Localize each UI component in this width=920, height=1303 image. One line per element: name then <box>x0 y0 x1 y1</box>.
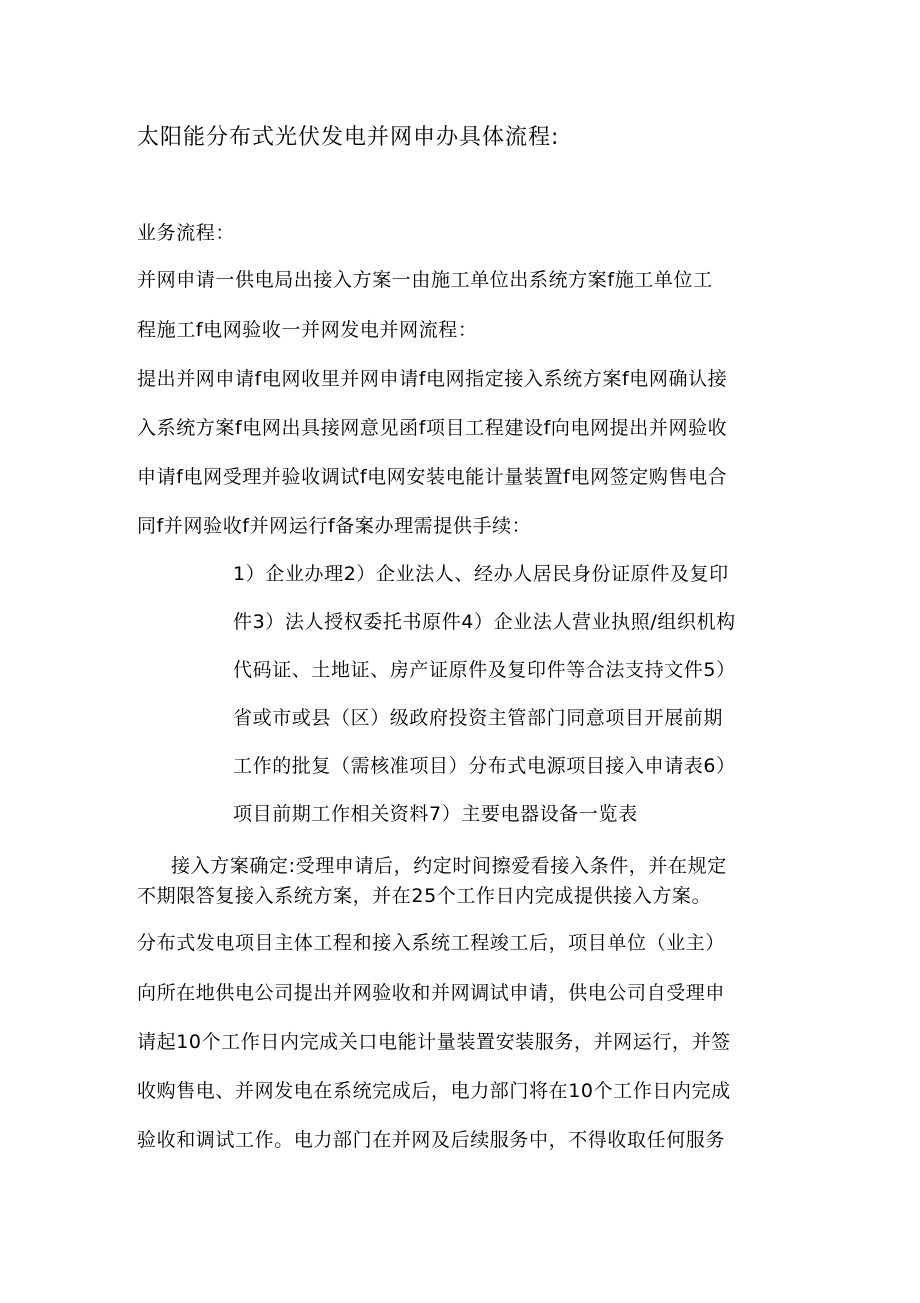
requirement-line: 工作的批复（需核准项目）分布式电源项目接入申请表6） <box>233 755 736 777</box>
completion-line: 分布式发电项目主体工程和接入系统工程竣工后，项目单位（业主） <box>137 932 726 954</box>
document-title: 太阳能分布式光伏发电并网申办具体流程: <box>137 125 560 150</box>
flow-line: 入系统方案f电网出具接网意见函f项目工程建设f向电网提出并网验收 <box>137 417 728 439</box>
section-label: 业务流程： <box>137 222 236 244</box>
completion-line: 收购售电、并网发电在系统完成后，电力部门将在10个工作日内完成 <box>137 1080 731 1102</box>
requirement-line: 1）企业办理2）企业法人、经办人居民身份证原件及复印 <box>233 563 729 585</box>
completion-line: 验收和调试工作。电力部门在并网及后续服务中，不得收取任何服务 <box>137 1129 726 1151</box>
access-line: 不期限答复接入系统方案，并在25个工作日内完成提供接入方案。 <box>137 885 712 907</box>
flow-line: 同f并网验收f并网运行f备案办理需提供手续： <box>137 515 532 537</box>
requirement-line: 省或市或县（区）级政府投资主管部门同意项目开展前期 <box>233 707 724 729</box>
requirement-line: 件3）法人授权委托书原件4）企业法人营业执照/组织机构 <box>233 611 736 633</box>
completion-line: 向所在地供电公司提出并网验收和并网调试申请，供电公司自受理申 <box>137 982 726 1004</box>
flow-line: 程施工f电网验收一并网发电并网流程： <box>137 319 478 341</box>
flow-line: 并网申请一供电局出接入方案一由施工单位出系统方案f施工单位工 <box>137 269 713 291</box>
access-line: 接入方案确定:受理申请后，约定时间擦爱看接入条件，并在规定 <box>171 855 727 877</box>
flow-line: 提出并网申请f电网收里并网申请f电网指定接入系统方案f电网确认接 <box>137 368 728 390</box>
requirement-line: 代码证、土地证、房产证原件及复印件等合法支持文件5） <box>233 659 736 681</box>
requirement-line: 项目前期工作相关资料7）主要电器设备一览表 <box>233 803 638 825</box>
completion-line: 请起10个工作日内完成关口电能计量装置安装服务，并网运行，并签 <box>137 1031 731 1053</box>
flow-line: 申请f电网受理并验收调试f电网安装电能计量装置f电网签定购售电合 <box>137 466 728 488</box>
